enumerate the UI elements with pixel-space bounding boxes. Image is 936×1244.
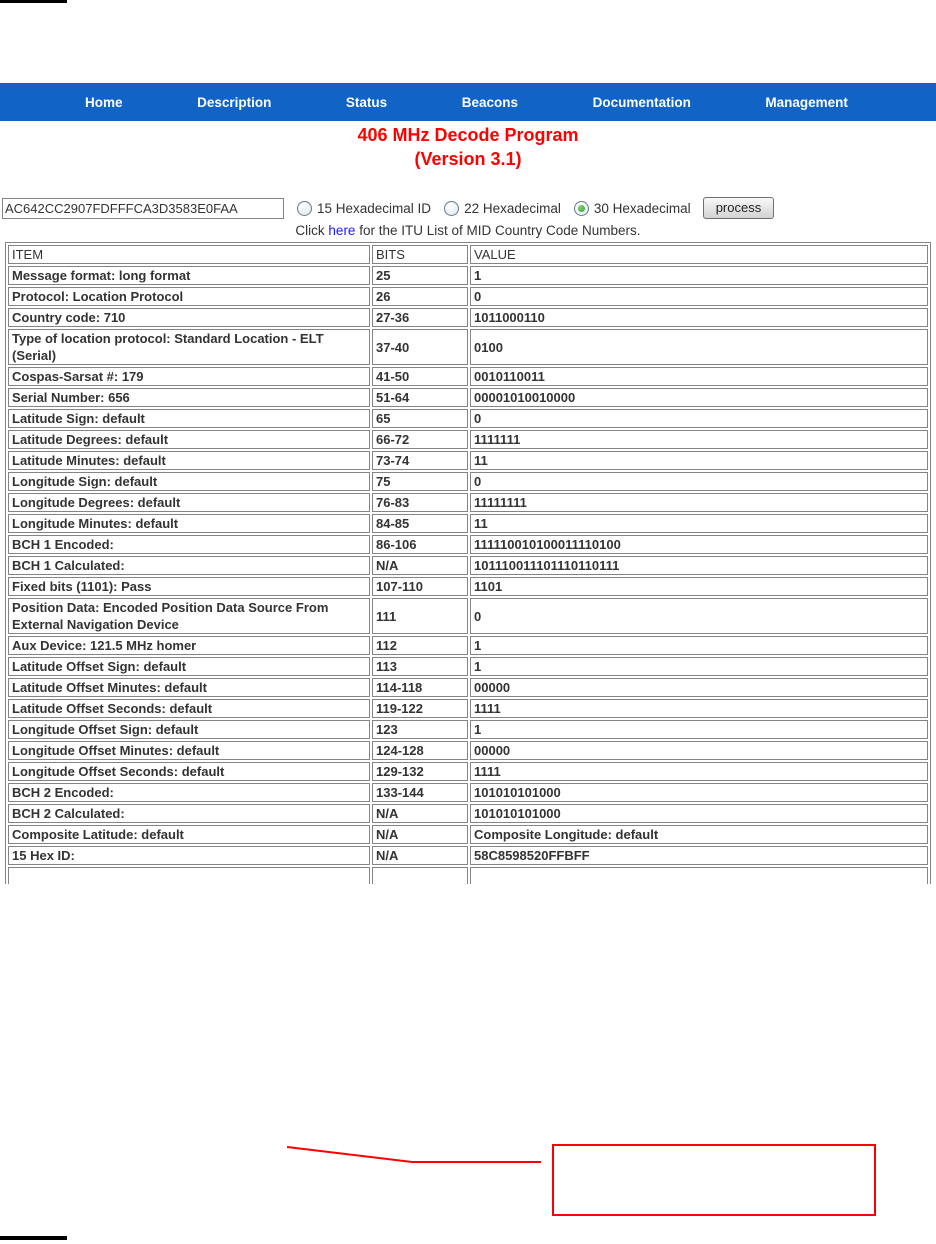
table-cell: Serial Number: 656 xyxy=(8,388,370,407)
table-cell: 1 xyxy=(470,657,928,676)
itu-here-link[interactable]: here xyxy=(328,223,356,238)
table-row xyxy=(8,804,928,823)
nav-item-home[interactable]: Home xyxy=(85,94,123,110)
table-cell: BCH 1 Calculated: xyxy=(8,556,370,575)
table-row xyxy=(8,514,928,533)
table-cell: 1111111 xyxy=(470,430,928,449)
decode-form xyxy=(2,195,774,221)
radio-label: 22 Hexadecimal xyxy=(464,200,561,216)
table-cell: 0 xyxy=(470,287,928,306)
table-cell: 1111 xyxy=(470,699,928,718)
table-cell: 00001010010000 xyxy=(470,388,928,407)
hex-id-input[interactable] xyxy=(2,198,284,219)
itu-link-line xyxy=(0,223,936,238)
table-cell: 26 xyxy=(372,287,468,306)
table-cell: Message format: long format xyxy=(8,266,370,285)
table-cell: Composite Longitude: default xyxy=(470,825,928,844)
table-cell: 101110011101110110111 xyxy=(470,556,928,575)
table-cell: BCH 1 Encoded: xyxy=(8,535,370,554)
table-cell: Country code: 710 xyxy=(8,308,370,327)
decode-table xyxy=(5,242,931,884)
table-cell: 00000 xyxy=(470,741,928,760)
radio-option-22-hexadecimal[interactable] xyxy=(444,201,561,216)
table-row xyxy=(8,430,928,449)
table-cell: 101010101000 xyxy=(470,783,928,802)
table-cell: 0100 xyxy=(470,329,928,365)
table-row xyxy=(8,493,928,512)
table-row xyxy=(8,556,928,575)
table-cell: 1 xyxy=(470,636,928,655)
table-cell: Type of location protocol: Standard Location - ELT (Serial) xyxy=(8,329,370,365)
table-row xyxy=(8,657,928,676)
table-cell: 1 xyxy=(470,720,928,739)
table-row xyxy=(8,846,928,865)
table-cell xyxy=(372,867,468,884)
table-row xyxy=(8,741,928,760)
radio-group xyxy=(284,201,691,216)
radio-unselected-icon[interactable] xyxy=(444,201,459,216)
table-row xyxy=(8,367,928,386)
table-cell: Longitude Sign: default xyxy=(8,472,370,491)
process-button[interactable]: process xyxy=(703,197,775,219)
table-cell: Longitude Minutes: default xyxy=(8,514,370,533)
table-cell: 65 xyxy=(372,409,468,428)
table-row xyxy=(8,388,928,407)
crop-mark-bottom xyxy=(0,1236,67,1240)
table-row xyxy=(8,636,928,655)
table-cell: 00000 xyxy=(470,678,928,697)
table-cell: 1 xyxy=(470,266,928,285)
table-cell: 112 xyxy=(372,636,468,655)
table-cell xyxy=(8,867,370,884)
table-cell: 0 xyxy=(470,472,928,491)
table-cell: N/A xyxy=(372,804,468,823)
table-cell: Latitude Offset Sign: default xyxy=(8,657,370,676)
radio-selected-icon[interactable] xyxy=(574,201,589,216)
nav-item-documentation[interactable]: Documentation xyxy=(592,94,691,110)
nav-item-management[interactable]: Management xyxy=(765,94,848,110)
table-cell: 84-85 xyxy=(372,514,468,533)
table-row xyxy=(8,678,928,697)
table-cell: Longitude Offset Sign: default xyxy=(8,720,370,739)
table-row xyxy=(8,409,928,428)
table-row xyxy=(8,783,928,802)
table-cell: N/A xyxy=(372,825,468,844)
table-row xyxy=(8,867,928,884)
table-row xyxy=(8,762,928,781)
table-cell: 1101 xyxy=(470,577,928,596)
table-cell: Latitude Offset Minutes: default xyxy=(8,678,370,697)
table-row xyxy=(8,699,928,718)
table-cell: Longitude Offset Minutes: default xyxy=(8,741,370,760)
nav-item-beacons[interactable]: Beacons xyxy=(461,94,519,110)
table-cell: 86-106 xyxy=(372,535,468,554)
table-cell: BCH 2 Encoded: xyxy=(8,783,370,802)
table-cell: Cospas-Sarsat #: 179 xyxy=(8,367,370,386)
radio-label: 15 Hexadecimal ID xyxy=(317,200,432,216)
table-cell: 25 xyxy=(372,266,468,285)
table-cell: 75 xyxy=(372,472,468,491)
table-cell: 1011000110 xyxy=(470,308,928,327)
table-cell: 11 xyxy=(470,451,928,470)
table-cell: Latitude Sign: default xyxy=(8,409,370,428)
table-row xyxy=(8,451,928,470)
table-row xyxy=(8,577,928,596)
col-header-value: VALUE xyxy=(470,245,928,264)
radio-option-30-hexadecimal[interactable] xyxy=(574,201,691,216)
table-cell: 129-132 xyxy=(372,762,468,781)
table-row xyxy=(8,825,928,844)
radio-label: 30 Hexadecimal xyxy=(593,200,691,216)
table-cell: N/A xyxy=(372,556,468,575)
table-cell: Longitude Degrees: default xyxy=(8,493,370,512)
table-row xyxy=(8,287,928,306)
table-cell: 1111 xyxy=(470,762,928,781)
table-cell: 58C8598520FFBFF xyxy=(470,846,928,865)
table-cell: 73-74 xyxy=(372,451,468,470)
table-cell: 66-72 xyxy=(372,430,468,449)
table-row xyxy=(8,329,928,365)
table-cell: Position Data: Encoded Position Data Source From External Navigation Device xyxy=(8,598,370,634)
table-cell: BCH 2 Calculated: xyxy=(8,804,370,823)
itu-line-prefix: Click xyxy=(295,223,329,238)
table-cell: 37-40 xyxy=(372,329,468,365)
table-cell: 15 Hex ID: xyxy=(8,846,370,865)
table-row xyxy=(8,598,928,634)
radio-unselected-icon[interactable] xyxy=(297,201,312,216)
table-cell: N/A xyxy=(372,846,468,865)
table-cell: 76-83 xyxy=(372,493,468,512)
table-cell: 113 xyxy=(372,657,468,676)
col-header-bits: BITS xyxy=(372,245,468,264)
table-cell: Longitude Offset Seconds: default xyxy=(8,762,370,781)
itu-line-suffix: for the ITU List of MID Country Code Numbers. xyxy=(355,223,641,238)
table-row xyxy=(8,472,928,491)
table-cell: Protocol: Location Protocol xyxy=(8,287,370,306)
radio-option-15-hexadecimal-id[interactable] xyxy=(297,201,431,216)
table-cell: 123 xyxy=(372,720,468,739)
table-row xyxy=(8,266,928,285)
table-cell: 51-64 xyxy=(372,388,468,407)
crop-mark-top xyxy=(0,0,67,3)
table-cell: Latitude Offset Seconds: default xyxy=(8,699,370,718)
table-cell: 124-128 xyxy=(372,741,468,760)
table-cell: 114-118 xyxy=(372,678,468,697)
table-cell: Fixed bits (1101): Pass xyxy=(8,577,370,596)
annotation-callout xyxy=(0,1136,936,1222)
table-cell: 119-122 xyxy=(372,699,468,718)
table-cell xyxy=(470,867,928,884)
table-cell: 111110010100011110100 xyxy=(470,535,928,554)
table-cell: 0 xyxy=(470,598,928,634)
table-cell: 111 xyxy=(372,598,468,634)
table-row xyxy=(8,535,928,554)
col-header-item: ITEM xyxy=(8,245,370,264)
table-row xyxy=(8,720,928,739)
annotation-box xyxy=(553,1145,875,1215)
main-nav xyxy=(0,83,936,121)
table-cell: 11111111 xyxy=(470,493,928,512)
table-cell: 27-36 xyxy=(372,308,468,327)
page-title: 406 MHz Decode Program xyxy=(357,125,579,145)
table-cell: 107-110 xyxy=(372,577,468,596)
table-cell: 101010101000 xyxy=(470,804,928,823)
table-header-row xyxy=(8,245,928,264)
table-row xyxy=(8,308,928,327)
nav-item-description[interactable]: Description xyxy=(197,94,272,110)
table-cell: 0 xyxy=(470,409,928,428)
table-cell: 133-144 xyxy=(372,783,468,802)
table-cell: Latitude Degrees: default xyxy=(8,430,370,449)
table-cell: 41-50 xyxy=(372,367,468,386)
annotation-leader-line xyxy=(287,1147,541,1162)
table-cell: 0010110011 xyxy=(470,367,928,386)
table-cell: Composite Latitude: default xyxy=(8,825,370,844)
nav-item-status[interactable]: Status xyxy=(345,94,388,110)
table-cell: Latitude Minutes: default xyxy=(8,451,370,470)
table-cell: Aux Device: 121.5 MHz homer xyxy=(8,636,370,655)
decode-table-wrap xyxy=(5,242,933,884)
table-cell: 11 xyxy=(470,514,928,533)
page-subtitle: (Version 3.1) xyxy=(414,149,522,169)
